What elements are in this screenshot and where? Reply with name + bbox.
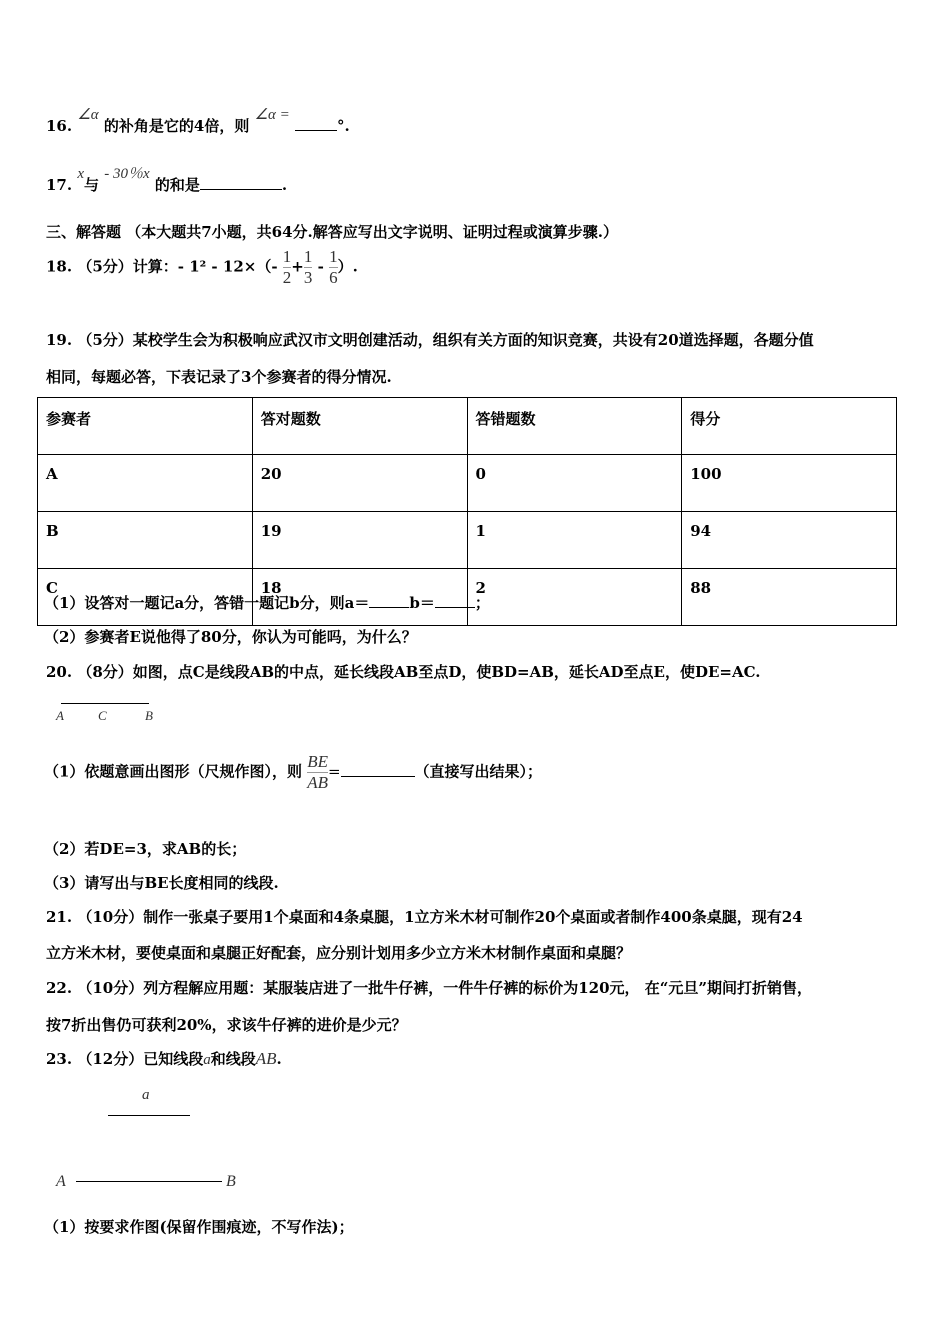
answer-blank[interactable]: [341, 762, 415, 777]
q-text: .: [276, 1050, 282, 1068]
point-label: A: [56, 1173, 66, 1190]
q-text: 和线段: [210, 1050, 256, 1068]
q-text: 23. （12分）已知线段: [46, 1050, 204, 1068]
q-text: b＝: [409, 594, 435, 612]
question-16: [46, 107, 350, 136]
segment-a-label: a: [142, 1087, 150, 1103]
segment-a: [108, 1115, 190, 1116]
q-text: 18. （5分）计算：- 1² - 12×（-: [46, 257, 278, 276]
denominator: 3: [303, 268, 313, 287]
segment-ab: [76, 1181, 222, 1182]
table-cell: 2: [467, 569, 682, 626]
q-text: （1）依题意画出图形（尺规作图），则: [44, 762, 302, 781]
question-23-part1: （1）按要求作图(保留作围痕迹，不写作法)；: [44, 1218, 354, 1236]
q-text: ）.: [337, 257, 358, 276]
denominator: 2: [282, 268, 292, 287]
fraction: [329, 247, 338, 288]
numerator: 1: [329, 247, 338, 266]
numerator: BE: [307, 752, 328, 771]
table-header: 答对题数: [252, 398, 467, 455]
q-text: （1）设答对一题记a分，答错一题记b分，则a＝: [44, 594, 370, 612]
question-23: [46, 1048, 282, 1069]
table-header: 参赛者: [38, 398, 253, 455]
table-header: 答错题数: [467, 398, 682, 455]
math: ∠α: [77, 107, 99, 123]
question-22-line1: 22. （10分）列方程解应用题：某服装店进了一批牛仔裤，一件牛仔裤的标价为120元， 在“元旦”期间打折销售，: [46, 979, 812, 997]
numerator: 1: [303, 247, 313, 266]
section-heading: 三、解答题 （本大题共7小题，共64分.解答应写出文字说明、证明过程或演算步骤.）: [46, 223, 618, 241]
question-21-line1: 21. （10分）制作一张桌子要用1个桌面和4条桌腿，1立方米木材可制作20个桌面或者制作400条桌腿，现有24: [46, 908, 803, 926]
q-text: 的补角是它的4倍，则: [103, 117, 250, 135]
point-label: B: [226, 1173, 236, 1190]
denominator: 6: [329, 268, 338, 287]
q-text: （直接写出结果）；: [414, 762, 543, 781]
q-text: °.: [337, 117, 350, 135]
table-cell: C: [38, 569, 253, 626]
denominator: AB: [307, 773, 328, 792]
math: a: [203, 1052, 211, 1068]
q-text: ；: [474, 594, 490, 612]
table-cell: 0: [467, 455, 682, 512]
answer-blank-b[interactable]: [435, 593, 475, 608]
answer-blank[interactable]: [200, 175, 282, 190]
question-19-line1: 19. （5分）某校学生会为积极响应武汉市文明创建活动，组织有关方面的知识竞赛，共设有20道选择题，各题分值: [46, 331, 814, 349]
fraction: [307, 752, 328, 793]
operator: -: [317, 257, 324, 276]
operator: +: [291, 257, 304, 276]
question-17: [46, 166, 288, 195]
question-19-line2: 相同，每题必答，下表记录了3个参赛者的得分情况.: [46, 368, 392, 386]
question-20-line1: 20. （8分）如图，点C是线段AB的中点，延长线段AB至点D，使BD=AB，延长AD至点E，使DE=AC.: [46, 663, 761, 681]
operator: =: [327, 762, 341, 781]
table-cell: 19: [252, 512, 467, 569]
q-text: 的和是: [154, 176, 200, 194]
q-text: .: [281, 176, 288, 194]
numerator: 1: [282, 247, 292, 266]
table-cell: B: [38, 512, 253, 569]
q-num: 16.: [46, 117, 73, 135]
table-cell: 94: [682, 512, 897, 569]
question-20-part3: （3）请写出与BE长度相同的线段.: [44, 874, 279, 892]
table-cell: 88: [682, 569, 897, 626]
math: AB: [255, 1049, 277, 1068]
question-21-line2: 立方米木材，要使桌面和桌腿正好配套，应分别计划用多少立方米木材制作桌面和桌腿？: [46, 944, 632, 962]
question-19-part1: [44, 592, 490, 613]
fraction: [304, 247, 313, 288]
table-cell: 18: [252, 569, 467, 626]
question-22-line2: 按7折出售仍可获利20%，求该牛仔裤的进价是少元？: [46, 1016, 407, 1034]
table-cell: A: [38, 455, 253, 512]
table-cell: 100: [682, 455, 897, 512]
segment-ab: [61, 703, 149, 704]
table-cell: 20: [252, 455, 467, 512]
q-text: 与: [84, 176, 100, 194]
point-label: A: [56, 708, 64, 723]
answer-blank-a[interactable]: [369, 593, 409, 608]
question-19-part2: （2）参赛者E说他得了80分，你认为可能吗，为什么？: [44, 628, 417, 646]
table-row: [38, 455, 897, 512]
table-header: 得分: [682, 398, 897, 455]
question-20-part1: [44, 752, 542, 793]
table-header-row: [38, 398, 897, 455]
point-label: B: [145, 708, 153, 723]
point-label: C: [98, 708, 107, 723]
answer-blank[interactable]: [295, 116, 337, 131]
math: - 30％x: [104, 166, 150, 182]
question-18: [46, 247, 358, 288]
question-20-part2: （2）若DE=3，求AB的长；: [44, 840, 247, 858]
math: ∠α =: [254, 107, 290, 123]
table-row: [38, 512, 897, 569]
table-cell: 1: [467, 512, 682, 569]
math: x: [77, 166, 85, 182]
q-num: 17.: [46, 176, 73, 194]
